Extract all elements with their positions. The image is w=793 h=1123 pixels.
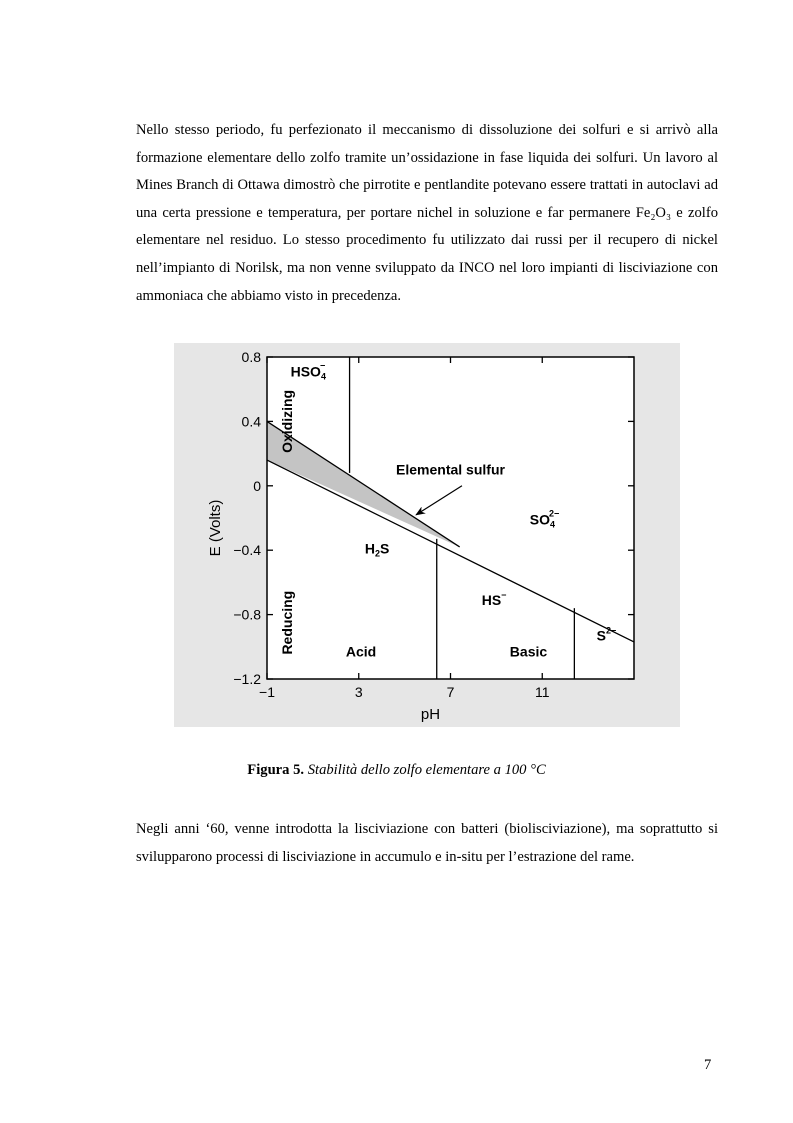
species-superscript: 2− xyxy=(549,508,560,519)
species-subscript: 4 xyxy=(320,371,326,382)
x-tick-label: −1 xyxy=(259,684,275,700)
species-label xyxy=(530,508,560,529)
species-label xyxy=(291,360,326,381)
caption-label: Figura 5. xyxy=(247,762,305,778)
paragraph-2: Negli anni ‘60, venne introdotta la lisciviazione con batteri (biolisciviazione), ma soprattutto si svilupparono processi di lisciviazione in accumulo e in-situ per l’estrazione del rame. xyxy=(136,821,718,865)
paragraph-1-text-b: e zolfo elementare nel residuo. Lo stesso procedimento fu utilizzato dai russi per il recupero di nickel nell’impianto di Norilsk, ma non venne sviluppato da INCO nel loro impianti di lisciviazione con ammoniaca che abbiamo visto in precedenza. xyxy=(136,204,719,304)
x-tick-label: 7 xyxy=(446,684,455,700)
y-tick-label: −0.8 xyxy=(233,606,261,623)
caption-text: Stabilità dello zolfo elementare a 100 °C xyxy=(307,762,546,778)
annotation-label: Elemental sulfur xyxy=(396,461,505,478)
paragraph-1 xyxy=(136,117,718,310)
y-tick-label: −1.2 xyxy=(233,671,261,687)
species-subscript: 2 xyxy=(374,548,380,559)
species-base: S xyxy=(596,627,607,644)
y-tick-label: −0.4 xyxy=(233,542,261,559)
y-tick-label: 0 xyxy=(253,477,261,494)
species-superscript: − xyxy=(501,589,507,600)
figure-caption xyxy=(0,762,793,779)
species-superscript: 2− xyxy=(606,625,617,636)
annotation-label: Oxidizing xyxy=(279,389,296,453)
paragraph-1-text-a: Nello stesso periodo, fu perfezionato il meccanismo di dissoluzione dei solfuri e si arrivò alla formazione elementare dello zolfo tramite un’ossidazione in fase liquida dei solfuri. Un lavoro al Mines Branch di Ottawa dimostrò che pirrotite e pentlandite potevano essere trattati in autoclavi ad una certa pressione e temperatura, per portare nichel in soluzione e far permanere xyxy=(136,122,718,221)
annotation-label: Acid xyxy=(345,643,377,660)
y-tick-label: 0.8 xyxy=(241,349,261,365)
y-axis-label: E (Volts) xyxy=(207,499,224,557)
pourbaix-diagram xyxy=(174,343,680,727)
annotation-label: Reducing xyxy=(279,590,296,655)
page-number: 7 xyxy=(704,1057,712,1073)
species-base: H xyxy=(364,540,375,557)
plot-area xyxy=(267,357,634,679)
species-tail: S xyxy=(379,540,390,557)
x-tick-label: 3 xyxy=(354,684,363,700)
x-axis-label: pH xyxy=(420,706,441,723)
species-subscript: 4 xyxy=(550,519,556,530)
y-tick-label: 0.4 xyxy=(241,413,261,430)
iron-oxide-formula: Fe₂O₃ xyxy=(635,204,672,221)
species-base: HSO xyxy=(290,363,321,380)
species-base: SO xyxy=(529,511,551,528)
species-base: HS xyxy=(481,591,502,608)
annotation-label: Basic xyxy=(509,643,548,660)
x-tick-label: 11 xyxy=(534,684,550,700)
figure-sulfur-stability xyxy=(174,343,680,727)
species-superscript: − xyxy=(319,360,326,371)
